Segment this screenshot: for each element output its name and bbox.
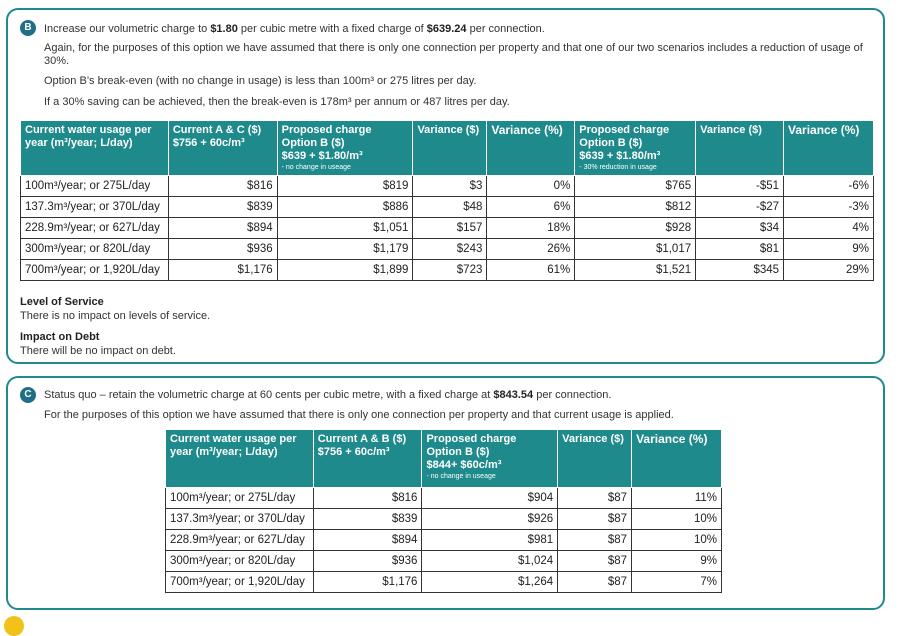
value-cell: $819 [277,176,413,197]
usage-cell: 300m³/year; or 820L/day [166,551,314,572]
value-cell: $1,176 [168,260,277,281]
usage-cell: 137.3m³/year; or 370L/day [21,197,169,218]
table-row [21,197,874,218]
col-proposed-reduced-header: Proposed charge Option B ($) $639 + $1.80/m³ - 30% reduction in usage [575,121,696,176]
value-cell: 61% [487,260,575,281]
option-b-break-even: Option B’s break-even (with no change in usage) is less than 100m³ or 275 litres per day. [44,75,477,87]
col-proposed-header: Proposed charge Option B ($) $639 + $1.80/m³ - no change in useage [277,121,413,176]
value-cell: 11% [632,488,722,509]
value-cell: 7% [632,572,722,593]
col-proposed-header: Proposed charge Option B ($) $844+ $60c/m³ - no change in useage [422,430,558,488]
value-cell: $839 [168,197,277,218]
col-current-header: Current A & B ($) $756 + 60c/m³ [313,430,422,488]
value-cell: $926 [422,509,558,530]
value-cell: $87 [558,551,632,572]
usage-cell: 100m³/year; or 275L/day [21,176,169,197]
value-cell: -3% [784,197,874,218]
value-cell: $1,521 [575,260,696,281]
usage-cell: 700m³/year; or 1,920L/day [21,260,169,281]
option-b-table [20,120,874,281]
impact-on-debt-heading: Impact on Debt [20,331,100,343]
impact-on-debt-text: There will be no impact on debt. [20,345,176,357]
value-cell: $345 [696,260,784,281]
option-c-card [6,376,885,610]
value-cell: $886 [277,197,413,218]
value-cell: 10% [632,509,722,530]
value-cell: 29% [784,260,874,281]
table-header-row [21,121,874,176]
value-cell: 9% [632,551,722,572]
col-variance-pct-header: Variance (%) [487,121,575,176]
option-c-table [165,429,722,593]
value-cell: -$27 [696,197,784,218]
value-cell: $936 [168,239,277,260]
value-cell: $87 [558,509,632,530]
col-usage-header: Current water usage per year (m³/year; L/day) [166,430,314,488]
value-cell: $1,051 [277,218,413,239]
value-cell: $243 [413,239,487,260]
usage-cell: 700m³/year; or 1,920L/day [166,572,314,593]
value-cell: $157 [413,218,487,239]
option-b-card [6,8,885,364]
value-cell: -$51 [696,176,784,197]
level-of-service-heading: Level of Service [20,296,104,308]
option-b-assumption: Again, for the purposes of this option we have assumed that there is only one connection per property and that one of our two scenarios includes a reduction of usage of 30%. [44,42,863,67]
value-cell: $1,024 [422,551,558,572]
usage-cell: 100m³/year; or 275L/day [166,488,314,509]
value-cell: $81 [696,239,784,260]
col-usage-header: Current water usage per year (m³/year; L/day) [21,121,169,176]
option-b-intro: Increase our volumetric charge to $1.80 per cubic metre with a fixed charge of $639.24 per connection. [44,23,545,35]
col-variance-pct-header: Variance (%) [632,430,722,488]
value-cell: $48 [413,197,487,218]
value-cell: $816 [168,176,277,197]
value-cell: $34 [696,218,784,239]
table-row [166,509,722,530]
value-cell: 9% [784,239,874,260]
option-b-saving: If a 30% saving can be achieved, then the break-even is 178m³ per annum or 487 litres per day. [44,96,510,108]
table-row [166,530,722,551]
col-variance-dollar-header: Variance ($) [558,430,632,488]
value-cell: $928 [575,218,696,239]
table-row [21,218,874,239]
value-cell: $816 [313,488,422,509]
table-row [21,239,874,260]
value-cell: $1,899 [277,260,413,281]
value-cell: $765 [575,176,696,197]
option-b-badge: B [20,20,36,36]
value-cell: $1,176 [313,572,422,593]
value-cell: 4% [784,218,874,239]
table-row [166,551,722,572]
usage-cell: 228.9m³/year; or 627L/day [21,218,169,239]
page-corner-dot [4,616,24,636]
value-cell: 18% [487,218,575,239]
col-current-header: Current A & C ($) $756 + 60c/m³ [168,121,277,176]
value-cell: $894 [313,530,422,551]
usage-cell: 228.9m³/year; or 627L/day [166,530,314,551]
value-cell: $812 [575,197,696,218]
table-row [21,260,874,281]
table-row [166,572,722,593]
value-cell: $981 [422,530,558,551]
value-cell: $904 [422,488,558,509]
value-cell: 0% [487,176,575,197]
col-variance-dollar-header: Variance ($) [413,121,487,176]
level-of-service-text: There is no impact on levels of service. [20,310,211,322]
table-header-row [166,430,722,488]
table-row [21,176,874,197]
col-variance-dollar-reduced-header: Variance ($) [696,121,784,176]
value-cell: $1,179 [277,239,413,260]
value-cell: $87 [558,572,632,593]
option-c-table-body [166,488,722,593]
value-cell: -6% [784,176,874,197]
option-c-assumption: For the purposes of this option we have assumed that there is only one connection per property and that current usage is applied. [44,409,674,421]
value-cell: $1,017 [575,239,696,260]
option-c-badge: C [20,387,36,403]
table-row [166,488,722,509]
usage-cell: 137.3m³/year; or 370L/day [166,509,314,530]
value-cell: $894 [168,218,277,239]
value-cell: $1,264 [422,572,558,593]
value-cell: 26% [487,239,575,260]
value-cell: $87 [558,488,632,509]
value-cell: $3 [413,176,487,197]
value-cell: 6% [487,197,575,218]
option-b-table-body [21,176,874,281]
usage-cell: 300m³/year; or 820L/day [21,239,169,260]
value-cell: $87 [558,530,632,551]
value-cell: 10% [632,530,722,551]
col-variance-pct-reduced-header: Variance (%) [784,121,874,176]
value-cell: $936 [313,551,422,572]
value-cell: $839 [313,509,422,530]
value-cell: $723 [413,260,487,281]
option-c-intro: Status quo – retain the volumetric charge at 60 cents per cubic metre, with a fixed charge at $843.54 per connection. [44,389,612,401]
